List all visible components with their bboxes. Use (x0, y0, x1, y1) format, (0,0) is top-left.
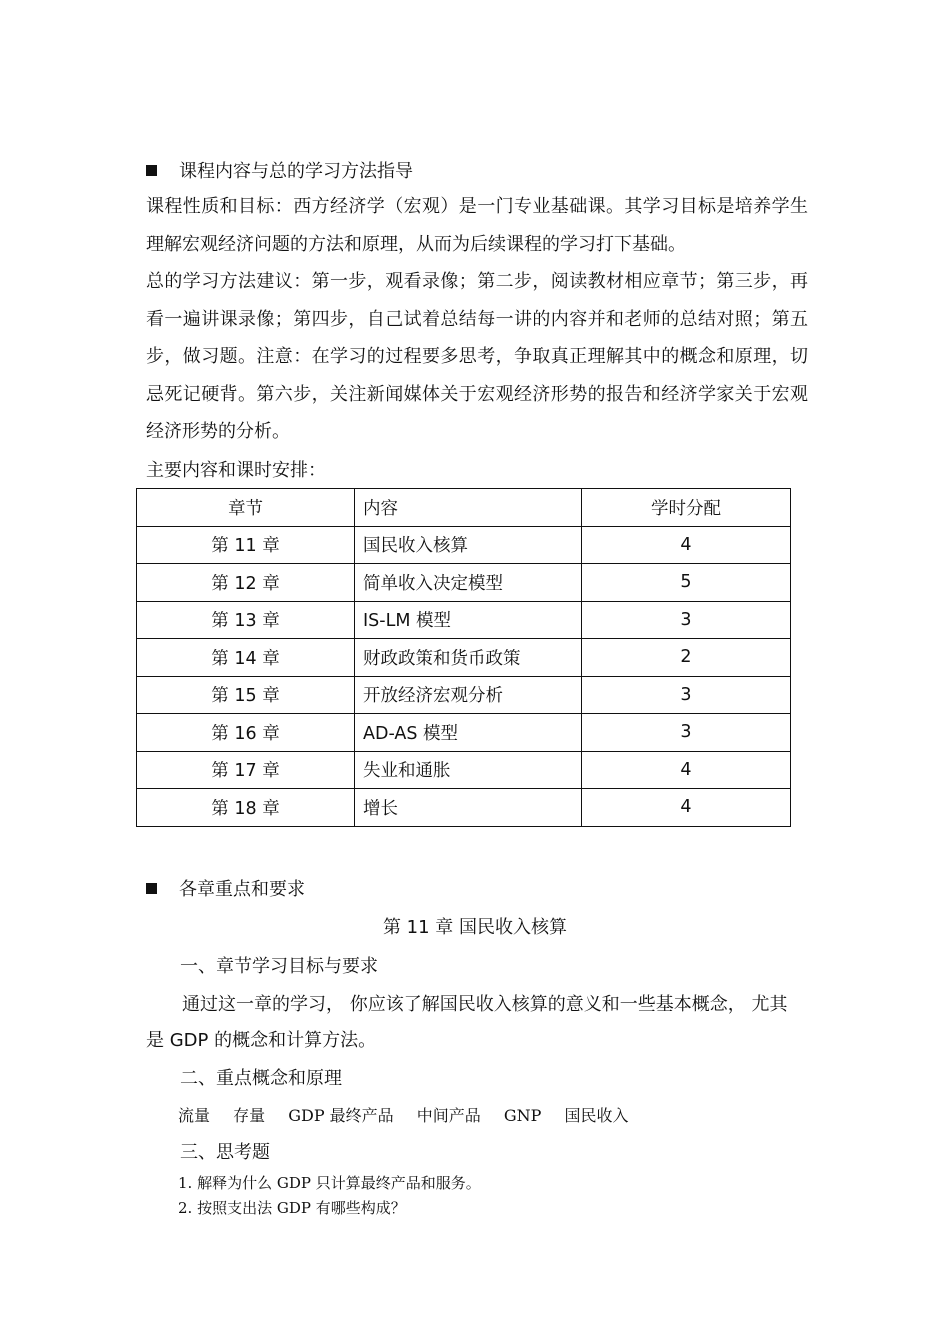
concept-item: GNP (503, 1106, 542, 1125)
section-heading-text: 课程内容与总的学习方法指导 (179, 161, 413, 182)
table-row (137, 601, 791, 639)
subheading-concepts: 二、重点概念和原理 (180, 1068, 342, 1089)
concept-item: 国民收入 (564, 1106, 629, 1125)
concept-list (178, 1103, 647, 1126)
schedule-table (136, 488, 791, 827)
schedule-label: 主要内容和课时安排： (146, 460, 326, 481)
cell-chapter: 第 12 章 (137, 564, 355, 602)
section-heading-key-points (146, 875, 305, 901)
cell-hours: 3 (582, 714, 791, 752)
section-heading-course (146, 157, 413, 183)
square-bullet-icon (146, 165, 157, 176)
cell-content: 财政政策和货币政策 (355, 639, 582, 677)
cell-chapter: 第 14 章 (137, 639, 355, 677)
question-item: 1. 解释为什么 GDP 只计算最终产品和服务。 (178, 1174, 481, 1192)
header-content: 内容 (355, 489, 582, 527)
concept-item: 中间产品 (416, 1106, 481, 1125)
cell-hours: 2 (582, 639, 791, 677)
cell-hours: 3 (582, 676, 791, 714)
table-row (137, 564, 791, 602)
course-nature-paragraph (146, 188, 808, 263)
course-nature-text: 课程性质和目标：西方经济学（宏观）是一门专业基础课。其学习目标是培养学生理解宏观经济问题的方法和原理，从而为后续课程的学习打下基础。 (146, 196, 808, 255)
cell-chapter: 第 17 章 (137, 751, 355, 789)
cell-hours: 5 (582, 564, 791, 602)
concept-item: 存量 (233, 1106, 266, 1125)
table-row (137, 751, 791, 789)
cell-content: 简单收入决定模型 (355, 564, 582, 602)
subheading-questions: 三、思考题 (180, 1142, 270, 1163)
cell-chapter: 第 18 章 (137, 789, 355, 827)
goal-text-line1: 通过这一章的学习， 你应该了解国民收入核算的意义和一些基本概念， 尤其 (182, 994, 788, 1015)
square-bullet-icon (146, 883, 157, 894)
cell-hours: 4 (582, 751, 791, 789)
cell-content: 增长 (355, 789, 582, 827)
cell-content: 国民收入核算 (355, 526, 582, 564)
table-header-row (137, 489, 791, 527)
table-row (137, 639, 791, 677)
cell-hours: 3 (582, 601, 791, 639)
cell-content: AD-AS 模型 (355, 714, 582, 752)
section-heading-text: 各章重点和要求 (179, 879, 305, 900)
chapter-title: 第 11 章 国民收入核算 (382, 917, 568, 938)
goal-text-line2: 是 GDP 的概念和计算方法。 (146, 1030, 377, 1051)
table-row (137, 676, 791, 714)
question-item: 2. 按照支出法 GDP 有哪些构成？ (178, 1199, 406, 1217)
study-method-text: 总的学习方法建议：第一步，观看录像；第二步，阅读教材相应章节；第三步，再看一遍讲课录像；第四步，自己试着总结每一讲的内容并和老师的总结对照；第五步，做习题。注意：在学习的过程要多思考，争取真正理解其中的概念和原理，切忌死记硬背。第六步，关注新闻媒体关于宏观经济形势的报告和经济学家关于宏观经济形势的分析。 (146, 271, 808, 442)
cell-chapter: 第 13 章 (137, 601, 355, 639)
study-method-paragraph (146, 263, 808, 451)
cell-chapter: 第 15 章 (137, 676, 355, 714)
cell-chapter: 第 16 章 (137, 714, 355, 752)
cell-hours: 4 (582, 789, 791, 827)
table-row (137, 789, 791, 827)
cell-hours: 4 (582, 526, 791, 564)
cell-content: 开放经济宏观分析 (355, 676, 582, 714)
table-row (137, 714, 791, 752)
cell-chapter: 第 11 章 (137, 526, 355, 564)
concept-item: 流量 (178, 1106, 211, 1125)
table-row (137, 526, 791, 564)
header-hours: 学时分配 (582, 489, 791, 527)
cell-content: IS-LM 模型 (355, 601, 582, 639)
header-chapter: 章节 (137, 489, 355, 527)
subheading-goals: 一、章节学习目标与要求 (180, 956, 378, 977)
concept-item: GDP 最终产品 (288, 1106, 394, 1125)
cell-content: 失业和通胀 (355, 751, 582, 789)
